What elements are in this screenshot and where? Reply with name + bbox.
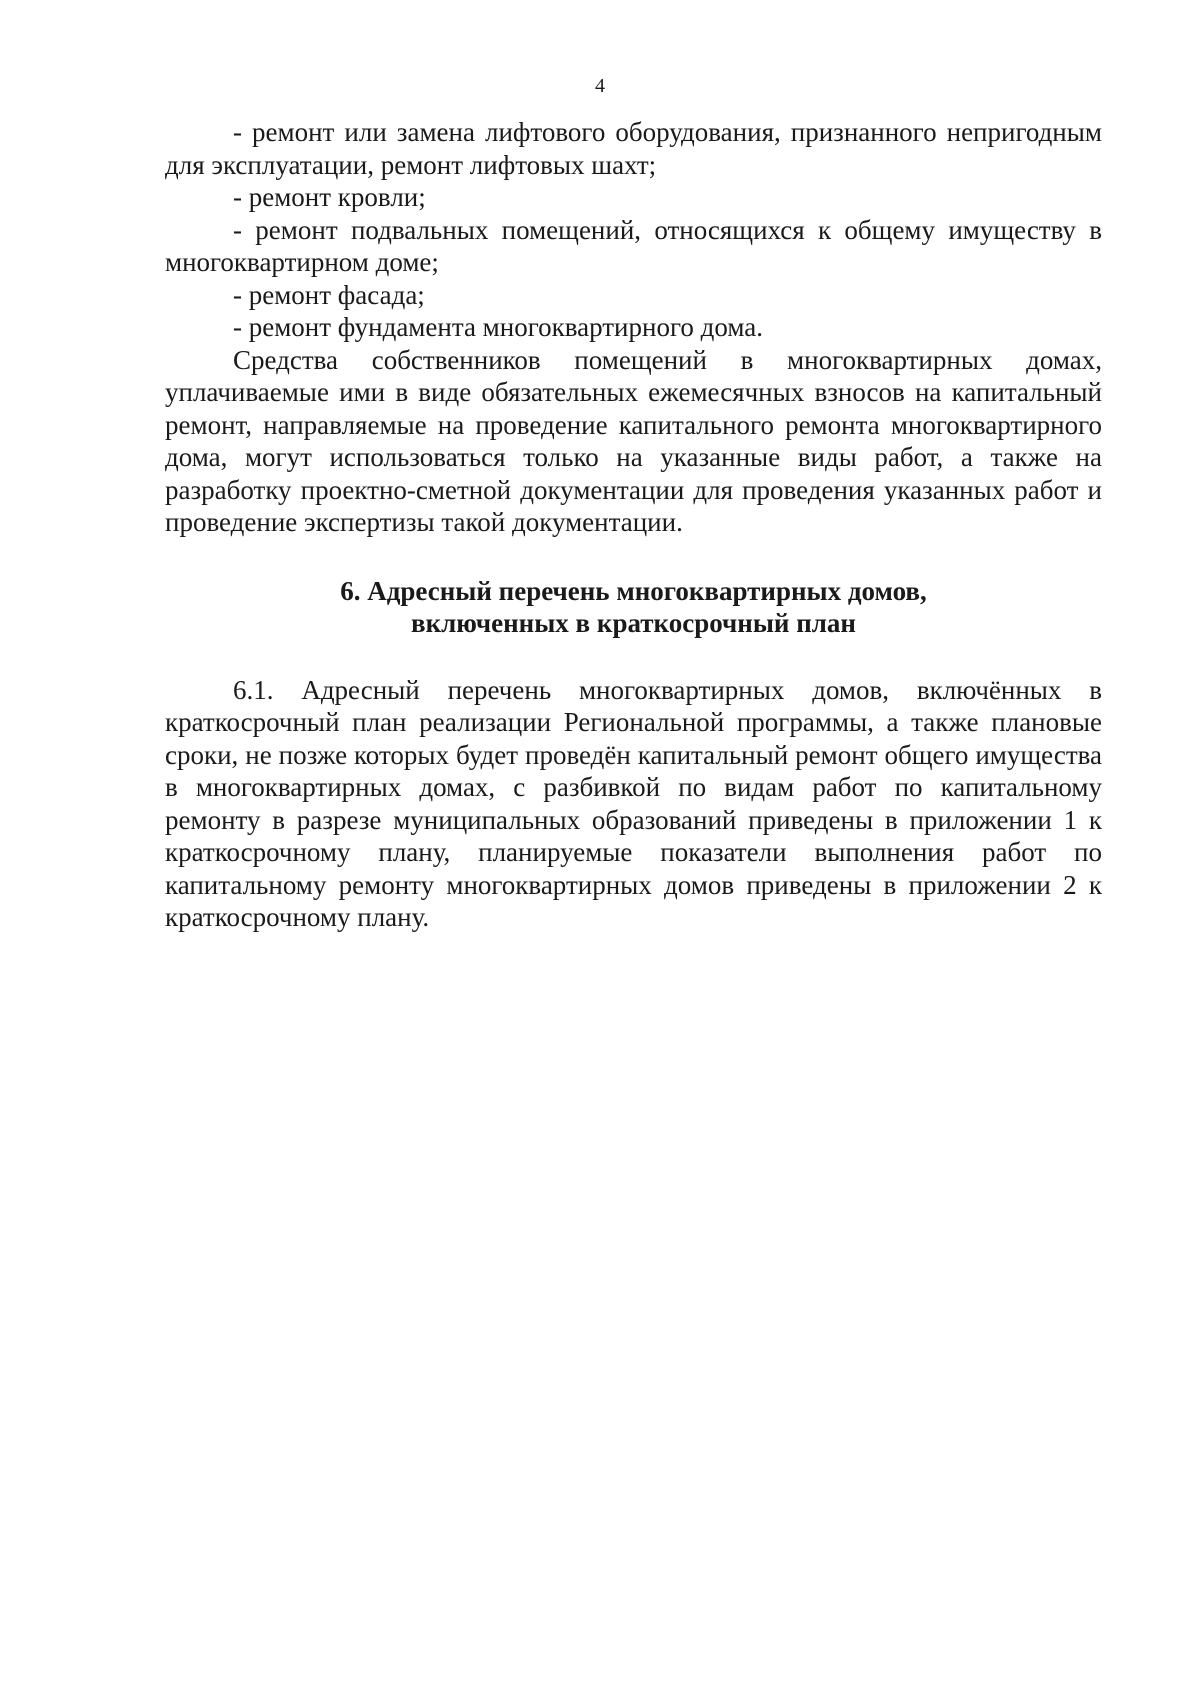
list-item-roof: - ремонт кровли; — [233, 182, 426, 212]
list-item-basement: - ремонт подвальных помещений, относящихся к общему имуществу в многоквартирном доме; — [165, 214, 1102, 277]
paragraph-funds: Средства собственников помещений в многоквартирных домах, уплачиваемые ими в виде обязательных ежемесячных взносов на капитальный ремонт, направляемые на проведение капитального ремонта многоквартирного дома, могут использоваться только на указанные виды работ, а также на разработку проектно-сметной документации для проведения указанных работ и проведение экспертизы такой документации. — [165, 344, 1102, 537]
section-heading-line-2: включенных в краткосрочный план — [411, 608, 856, 638]
paragraph-6-1: 6.1. Адресный перечень многоквартирных домов, включённых в краткосрочный план реализации Региональной программы, а также плановые сроки, не позже которых будет проведён капитальный ремонт общего имущества в многоквартирных домах, с разбивкой по видам работ по капитальному ремонту в разрезе муниципальных образований приведены в приложении 1 к краткосрочному плану, планируемые показатели выполнения работ по капитальному ремонту многоквартирных домов приведены в приложении 2 к краткосрочному плану. — [165, 674, 1102, 932]
page-number: 4 — [595, 75, 605, 97]
list-item-elevator: - ремонт или замена лифтового оборудования, признанного непригодным для эксплуатации, ремонт лифтовых шахт; — [165, 117, 1102, 180]
list-item-foundation: - ремонт фундамента многоквартирного дома. — [233, 312, 763, 342]
section-heading-line-1: 6. Адресный перечень многоквартирных домов, — [340, 575, 927, 606]
list-item-facade: - ремонт фасада; — [233, 279, 425, 310]
section-heading — [165, 575, 1102, 640]
document-body — [165, 116, 1102, 934]
